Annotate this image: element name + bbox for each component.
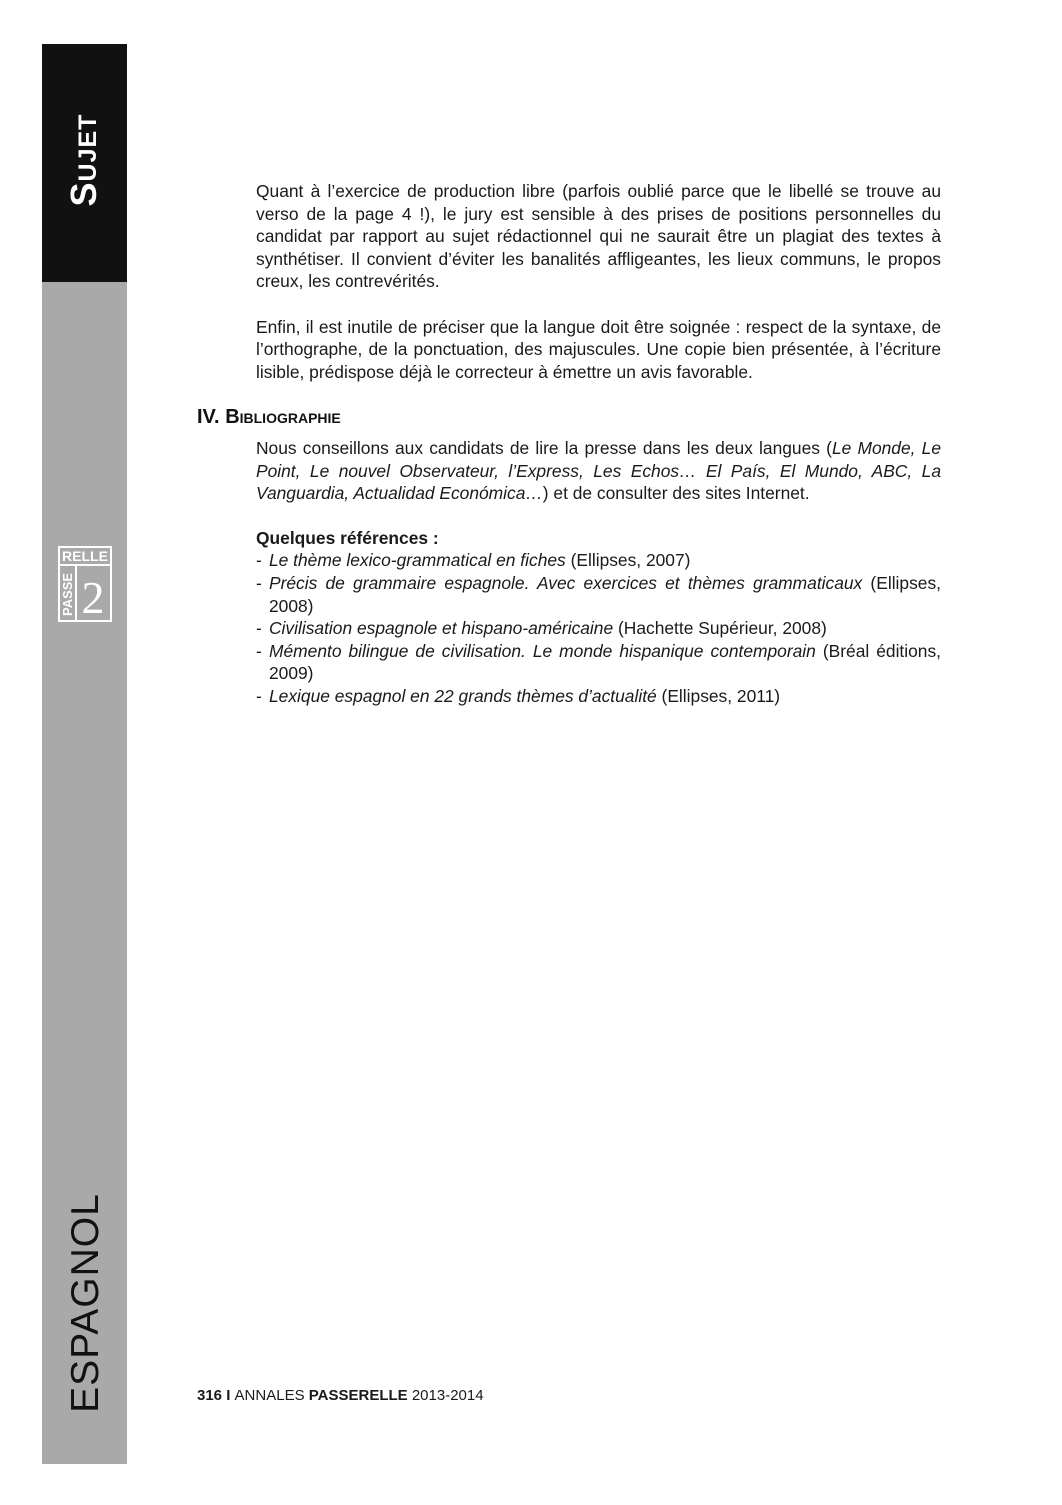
section-number: IV.	[197, 406, 220, 428]
list-dash: -	[256, 685, 262, 706]
reference-title: Civilisation espagnole et hispano-américaine	[269, 618, 614, 639]
list-dash: -	[256, 550, 262, 571]
passerelle-logo	[58, 546, 112, 622]
sujet-label: Sujet	[63, 113, 104, 207]
paragraph-langue: Enfin, il est inutile de préciser que la langue doit être soignée : respect de la syntaxe, de l’orthographe, de la ponctuation, des majuscules. Une copie bien présentée, à l’écriture lisible, prédispose déjà le correcteur à émettre un avis favorable.	[256, 316, 941, 382]
list-dash: -	[256, 572, 262, 593]
logo-number: 2	[81, 572, 105, 622]
reference-title: Précis de grammaire espagnole. Avec exercices et thèmes grammaticaux	[269, 572, 863, 593]
bibliography-intro	[256, 437, 941, 505]
reference-item	[256, 685, 941, 708]
reference-title: Le thème lexico-grammatical en fiches	[269, 550, 566, 571]
page-footer	[197, 1387, 484, 1404]
list-dash: -	[256, 618, 262, 639]
page-number: 316	[197, 1387, 223, 1404]
reference-title: Mémento bilingue de civilisation. Le monde hispanique contemporain	[269, 640, 816, 661]
list-dash: -	[256, 640, 262, 661]
logo-side-text: PASSE	[60, 572, 75, 616]
intro-after: ) et de consulter des sites Internet.	[542, 483, 810, 504]
reference-item	[256, 617, 941, 640]
espagnol-label: ESPAGNOL	[64, 1193, 107, 1413]
paragraph-production-libre: Quant à l’exercice de production libre (parfois oublié parce que le libellé se trouve au verso de la page 4 !), le jury est sensible à des prises de positions personnelles du candidat par rapport au sujet rédactionnel qui ne saurait être un plagiat des textes à synthétiser. Il convient d’éviter les banalités affligeantes, les lieux communs, le propos creux, les contrevérités.	[256, 181, 941, 292]
logo-top-text: RELLE	[62, 548, 108, 564]
footer-brand: PASSERELLE	[308, 1387, 408, 1404]
section-title: Bibliographie	[225, 406, 341, 428]
references-title: Quelques références :	[256, 527, 439, 548]
intro-press-list: Le Monde, Le Point, Le nouvel Observateur, l’Express, Les Echos… El País, El Mundo, ABC, La Vanguardia, Actualidad Económica…	[256, 438, 941, 504]
footer-separator: I	[222, 1387, 235, 1404]
reference-title: Lexique espagnol en 22 grands thèmes d’actualité	[269, 685, 657, 706]
reference-item	[256, 640, 941, 685]
reference-publisher: (Ellipses, 2007)	[565, 550, 691, 571]
reference-item	[256, 549, 941, 572]
references-list	[256, 549, 941, 707]
intro-before: Nous conseillons aux candidats de lire la presse dans les deux langues (	[256, 438, 832, 458]
footer-annales: ANNALES	[234, 1387, 309, 1404]
footer-years: 2013-2014	[407, 1387, 484, 1404]
reference-publisher: (Ellipses, 2011)	[656, 685, 781, 706]
bibliography	[256, 437, 941, 708]
body-text	[256, 180, 941, 383]
reference-publisher: (Bréal éditions, 2009)	[269, 640, 941, 684]
reference-publisher: (Hachette Supérieur, 2008)	[613, 618, 827, 639]
section-heading	[197, 406, 341, 429]
reference-publisher: (Ellipses, 2008)	[269, 572, 941, 616]
reference-item	[256, 572, 941, 617]
